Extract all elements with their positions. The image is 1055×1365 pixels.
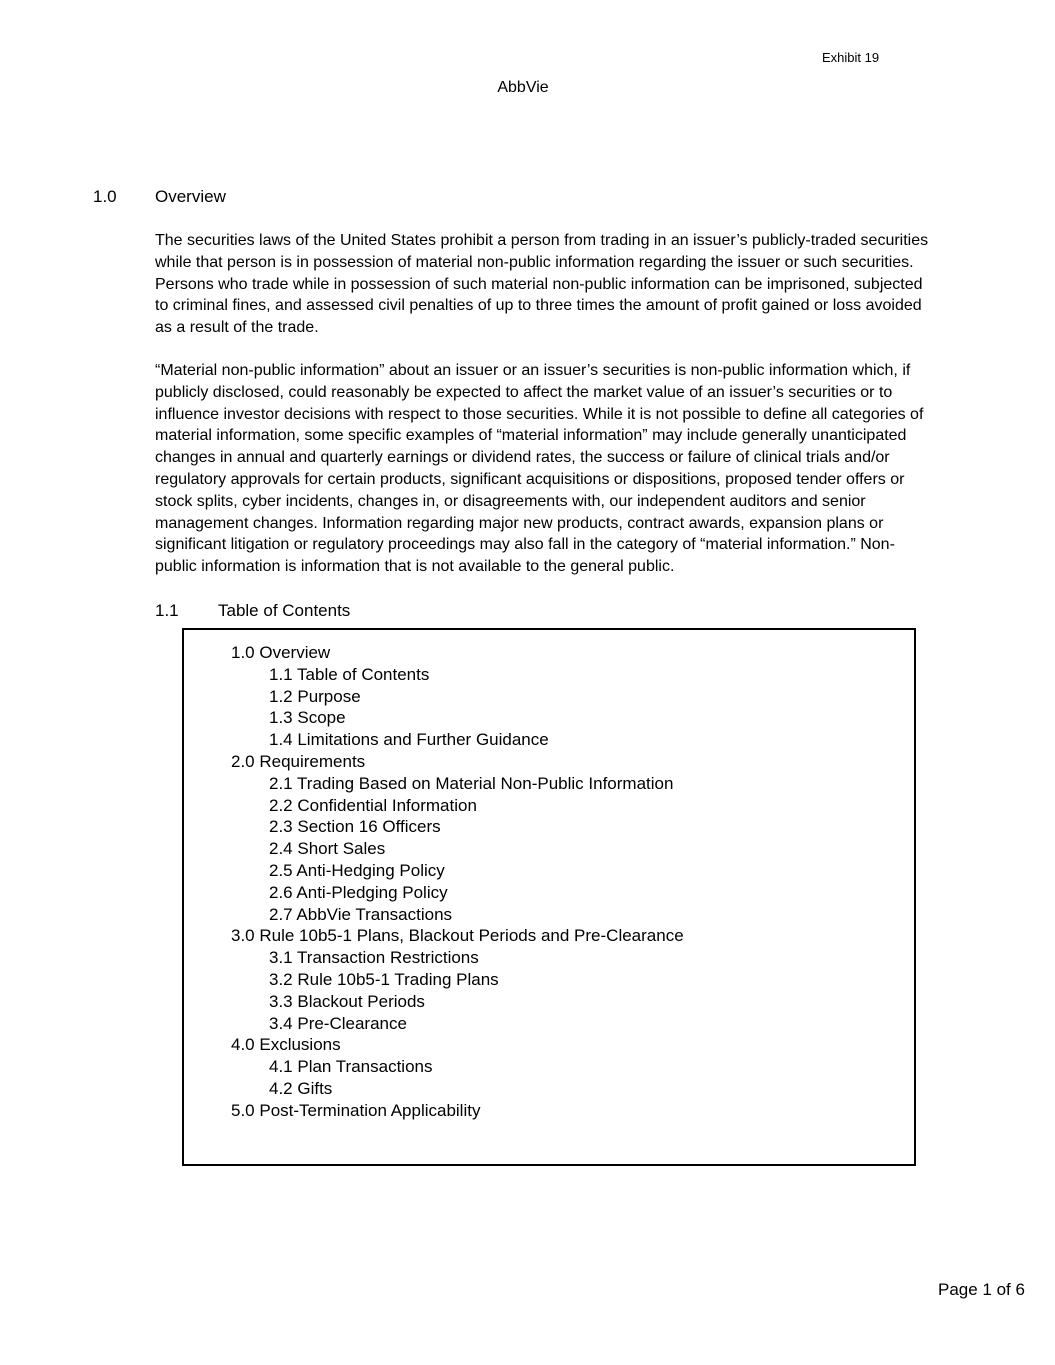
toc-item: 1.3 Scope — [269, 708, 346, 728]
toc-item: 2.1 Trading Based on Material Non-Public Information — [269, 773, 674, 793]
paragraph-line: as a result of the trade. — [155, 319, 319, 337]
toc-item: 1.0 Overview — [231, 643, 331, 662]
paragraph-line: “Material non-public information” about an issuer or an issuer’s securities is non-public information which, if — [155, 362, 911, 379]
toc-item: 3.1 Transaction Restrictions — [269, 948, 479, 968]
toc-item: 2.5 Anti-Hedging Policy — [269, 860, 445, 880]
toc-item: 3.0 Rule 10b5-1 Plans, Blackout Periods and Pre-Clearance — [231, 926, 684, 946]
toc-item: 1.2 Purpose — [269, 686, 361, 706]
table-of-contents-list — [231, 642, 684, 1122]
paragraph-securities-laws — [155, 230, 1000, 339]
exhibit-label: Exhibit 19 — [822, 50, 880, 65]
toc-item: 4.1 Plan Transactions — [269, 1057, 433, 1077]
toc-item: 5.0 Post-Termination Applicability — [231, 1100, 481, 1120]
paragraph-line: publicly disclosed, could reasonably be expected to affect the market value of an issuer’s securities or to — [155, 383, 893, 401]
toc-item: 2.3 Section 16 Officers — [269, 817, 441, 837]
paragraph-line: management changes. Information regarding major new products, contract awards, expansion plans or — [155, 514, 884, 532]
toc-item: 1.1 Table of Contents — [269, 664, 430, 684]
toc-item: 4.0 Exclusions — [231, 1035, 341, 1055]
page-number: Page 1 of 6 — [938, 1280, 1025, 1299]
paragraph-line: material information, some specific examples of “material information” may include generally unanticipated — [155, 427, 907, 445]
paragraph-line: stock splits, cyber incidents, changes in, or disagreements with, our independent auditors and senior — [155, 492, 866, 510]
toc-item: 3.2 Rule 10b5-1 Trading Plans — [269, 969, 499, 989]
toc-item: 3.4 Pre-Clearance — [269, 1013, 407, 1033]
toc-item: 2.2 Confidential Information — [269, 795, 477, 815]
paragraph-line: changes in annual and quarterly earnings or dividend rates, the success or failure of clinical trials and/or — [155, 449, 890, 467]
company-title: AbbVie — [497, 79, 549, 96]
toc-item: 2.4 Short Sales — [269, 839, 386, 859]
paragraph-line: significant litigation or regulatory proceedings may also fall in the category of “material information.” Non- — [155, 536, 895, 554]
paragraph-line: while that person is in possession of material non-public information regarding the issuer or such securities. — [155, 253, 914, 271]
paragraph-line: to criminal fines, and assessed civil penalties of up to three times the amount of profit gained or loss avoided — [155, 297, 922, 315]
subsection-number: 1.1 — [155, 601, 179, 620]
paragraph-line: public information is information that is not available to the general public. — [155, 558, 675, 576]
section-title: Overview — [155, 187, 226, 206]
toc-item: 4.2 Gifts — [269, 1078, 333, 1098]
paragraph-material-information — [155, 360, 1000, 578]
toc-item: 1.4 Limitations and Further Guidance — [269, 730, 549, 750]
toc-item: 2.6 Anti-Pledging Policy — [269, 882, 448, 902]
paragraph-line: The securities laws of the United States prohibit a person from trading in an issuer’s publicly-traded securities — [155, 232, 929, 249]
paragraph-line: Persons who trade while in possession of such material non-public information can be imprisoned, subjected — [155, 275, 923, 293]
toc-item: 3.3 Blackout Periods — [269, 991, 425, 1011]
subsection-title: Table of Contents — [218, 601, 351, 620]
toc-item: 2.0 Requirements — [231, 751, 366, 771]
section-number: 1.0 — [93, 187, 117, 206]
paragraph-line: influence investor decisions with respect to those securities. While it is not possible to define all categories of — [155, 405, 924, 423]
paragraph-line: regulatory approvals for certain products, significant acquisitions or dispositions, proposed tender offers or — [155, 470, 905, 488]
toc-item: 2.7 AbbVie Transactions — [269, 904, 453, 924]
